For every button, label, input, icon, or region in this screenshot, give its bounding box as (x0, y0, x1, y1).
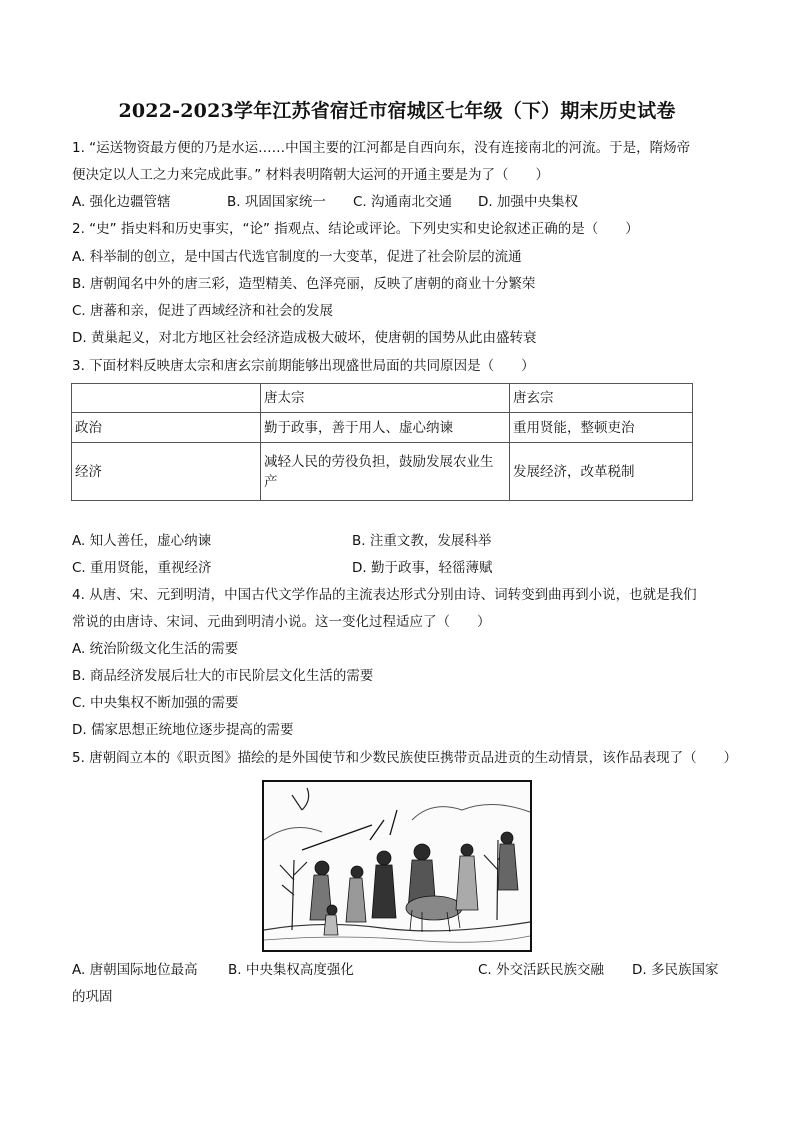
q5-option-d-continued: 的巩固 (72, 989, 113, 1005)
q2-option-d: D. 黄巢起义，对北方地区社会经济造成极大破坏，使唐朝的国势从此由盛转衰 (72, 330, 537, 346)
table-row (72, 443, 693, 501)
q5-option-c: C. 外交活跃民族交融 (478, 962, 605, 978)
q4-stem-line2: 常说的由唐诗、宋词、元曲到明清小说。这一变化过程适应了（ ） (72, 614, 491, 630)
q4-stem-line1: 4. 从唐、宋、元到明清，中国古代文学作品的主流表达形式分别由诗、词转变到曲再到小说，也就是我们 (72, 587, 697, 603)
q5-stem: 5. 唐朝阎立本的《职贡图》描绘的是外国使节和少数民族使臣携带贡品进贡的生动情景，该作品表现了（ ） (72, 750, 738, 766)
q3-option-a: A. 知人善任，虚心纳谏 (72, 533, 212, 549)
q2-option-c: C. 唐蕃和亲，促进了西域经济和社会的发展 (72, 303, 334, 319)
q1-option-a: A. 强化边疆管辖 (72, 194, 171, 210)
table-header-row (72, 384, 693, 413)
table-cell: 政治 (72, 413, 261, 443)
q5-option-d: D. 多民族国家 (632, 962, 719, 978)
q4-option-c: C. 中央集权不断加强的需要 (72, 695, 239, 711)
q1-option-c: C. 沟通南北交通 (353, 194, 453, 210)
table-row (72, 413, 693, 443)
q1-stem-line2: 便决定以人工之力来完成此事。” 材料表明隋朝大运河的开通主要是为了（ ） (72, 167, 550, 183)
page-title: 2022-2023学年江苏省宿迁市宿城区七年级（下）期末历史试卷 (118, 100, 676, 122)
q2-option-b: B. 唐朝闻名中外的唐三彩，造型精美、色泽亮丽，反映了唐朝的商业十分繁荣 (72, 276, 536, 292)
q3-option-d: D. 勤于政事，轻徭薄赋 (352, 560, 493, 576)
table-cell: 重用贤能，整顿吏治 (510, 413, 693, 443)
q3-option-b: B. 注重文教，发展科举 (352, 533, 492, 549)
q1-option-d: D. 加强中央集权 (478, 194, 578, 210)
q4-option-a: A. 统治阶级文化生活的需要 (72, 641, 239, 657)
q3-comparison-table (71, 383, 693, 501)
q5-option-b: B. 中央集权高度强化 (228, 962, 354, 978)
table-header-cell: 唐玄宗 (510, 384, 693, 413)
table-cell: 勤于政事，善于用人、虚心纳谏 (261, 413, 510, 443)
q4-option-d: D. 儒家思想正统地位逐步提高的需要 (72, 722, 294, 738)
q1-option-b: B. 巩固国家统一 (227, 194, 326, 210)
q1-stem-line1: 1. “运送物资最方便的乃是水运……中国主要的江河都是自西向东，没有连接南北的河流。于是，隋炀帝 (72, 140, 691, 156)
q4-option-b: B. 商品经济发展后壮大的市民阶层文化生活的需要 (72, 668, 374, 684)
q3-stem: 3. 下面材料反映唐太宗和唐玄宗前期能够出现盛世局面的共同原因是（ ） (72, 358, 535, 374)
table-cell: 减轻人民的劳役负担，鼓励发展农业生产 (261, 443, 510, 501)
q5-option-a: A. 唐朝国际地位最高 (72, 962, 198, 978)
q3-option-c: C. 重用贤能，重视经济 (72, 560, 212, 576)
table-cell: 发展经济，改革税制 (510, 443, 693, 501)
q2-stem: 2. “史” 指史料和历史事实，“论” 指观点、结论或评论。下列史实和史论叙述正确的是（ ） (72, 221, 639, 237)
tribute-painting-image (262, 780, 532, 952)
table-header-cell (72, 384, 261, 413)
q2-option-a: A. 科举制的创立，是中国古代选官制度的一大变革，促进了社会阶层的流通 (72, 249, 522, 265)
table-cell: 经济 (72, 443, 261, 501)
table-header-cell: 唐太宗 (261, 384, 510, 413)
